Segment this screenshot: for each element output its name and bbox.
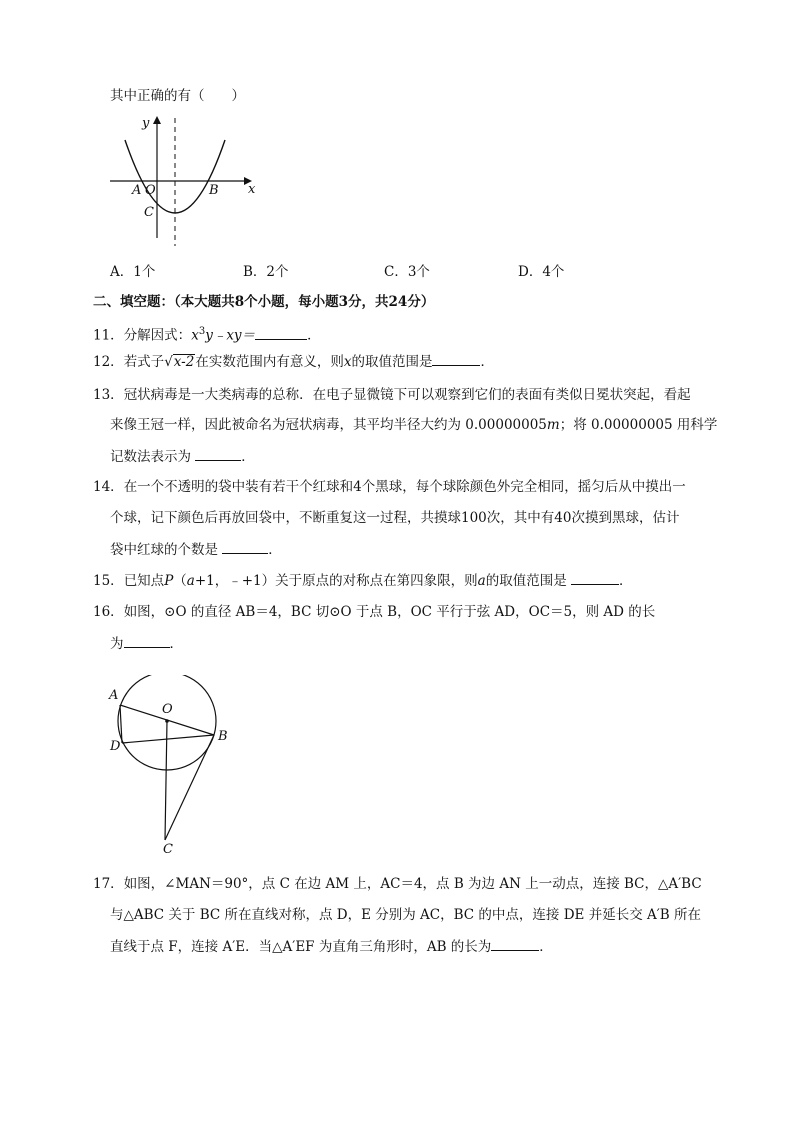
option-d: D．4个: [518, 264, 565, 280]
label-B: B: [218, 729, 228, 744]
label-x: x: [248, 182, 256, 197]
question-16-line2: 为 ．: [110, 633, 183, 654]
section-heading: 二、填空题：（本大题共8个小题，每小题3分，共24分）: [93, 294, 435, 310]
label-O: O: [145, 183, 156, 198]
answer-blank: [571, 570, 619, 585]
question-12: 12．若式子√x-2在实数范围内有意义，则x的取值范围是 ．: [93, 351, 494, 372]
parabola-graph: [104, 110, 264, 248]
question-13-line3: 记数法表示为 ．: [110, 446, 255, 467]
label-D: D: [110, 739, 121, 754]
question-14-line2: 个球，记下颜色后再放回袋中，不断重复这一过程，共摸球100次，其中有40次摸到黑球，估计: [110, 510, 680, 526]
question-13-line2: 来像王冠一样，因此被命名为冠状病毒，其平均半径大约为 0.00000005m；将 0.00000005 用科学: [110, 417, 718, 433]
question-16-line1: 16．如图，⊙O 的直径 AB＝4，BC 切⊙O 于点 B，OC 平行于弦 AD，OC＝5，则 AD 的长: [93, 604, 656, 620]
label-O: O: [162, 702, 173, 717]
question-10-stem-tail: 其中正确的有（ ）: [110, 88, 245, 104]
question-11: 11．分解因式：$x^3y﹣xy=$ ．: [93, 326, 321, 344]
answer-blank: [124, 633, 170, 648]
label-B: B: [209, 183, 219, 198]
question-14-line1: 14．在一个不透明的袋中装有若干个红球和4个黑球，每个球除颜色外完全相同，摇匀后从中摸出一: [93, 479, 686, 495]
label-y: y: [142, 116, 150, 131]
center-point: [165, 719, 169, 723]
answer-blank: [255, 325, 307, 340]
option-a: A．1个: [110, 264, 156, 280]
tangent-bc: [165, 735, 214, 840]
option-c: C．3个: [384, 264, 430, 280]
circle-figure: [104, 675, 244, 860]
question-15: 15．已知点P（a+1，﹣+1）关于原点的对称点在第四象限，则a的取值范围是 ．: [93, 570, 633, 591]
question-13-line1: 13．冠状病毒是一大类病毒的总称．在电子显微镜下可以观察到它们的表面有类似日冕状突起，看起: [93, 387, 691, 403]
y-axis-arrow: [153, 116, 161, 124]
label-A: A: [109, 688, 119, 703]
answer-blank: [432, 351, 480, 366]
label-A: A: [132, 183, 142, 198]
answer-blank: [491, 936, 539, 951]
chord-db: [122, 735, 214, 743]
question-17-line2: 与△ABC 关于 BC 所在直线对称，点 D，E 分别为 AC，BC 的中点，连接 DE 并延长交 A′B 所在: [110, 907, 702, 923]
answer-blank: [222, 539, 268, 554]
question-14-line3: 袋中红球的个数是 ．: [110, 539, 282, 560]
question-17-line1: 17．如图，∠MAN＝90°，点 C 在边 AM 上，AC＝4，点 B 为边 AN 上一动点，连接 BC，△A′BC: [93, 876, 702, 892]
label-C: C: [163, 842, 173, 857]
label-C: C: [144, 205, 154, 220]
answer-blank: [195, 446, 241, 461]
question-17-line3: 直线于点 F，连接 A′E．当△A′EF 为直角三角形时，AB 的长为 ．: [110, 936, 553, 957]
option-b: B．2个: [243, 264, 289, 280]
sqrt-sign: √: [164, 354, 173, 370]
